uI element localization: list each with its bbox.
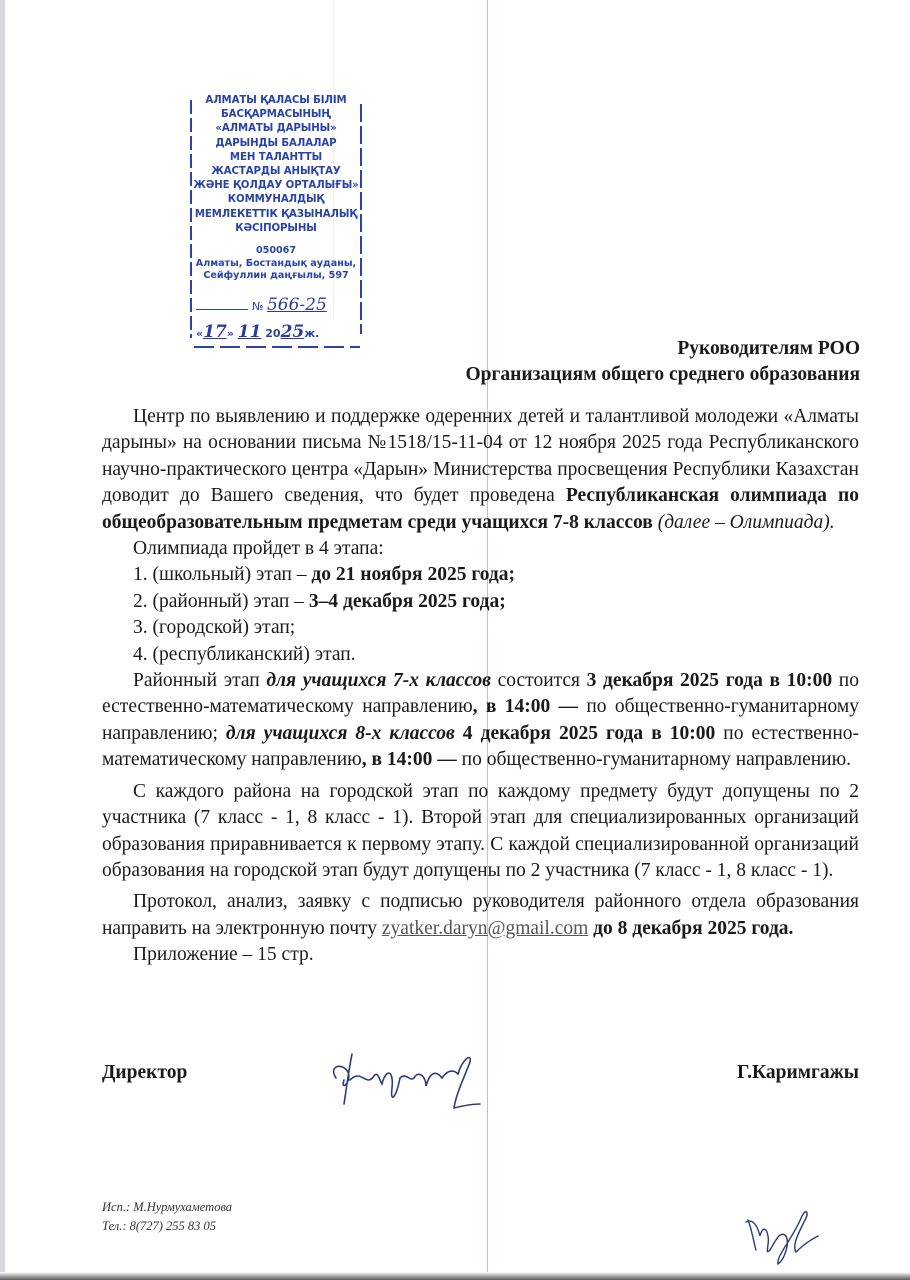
text-run: по общественно-гуманитарному направлению. bbox=[456, 749, 852, 771]
stamp-org-line: АЛМАТЫ ҚАЛАСЫ БІЛІМ bbox=[205, 95, 347, 106]
stamp-date-quote: » bbox=[226, 327, 234, 340]
text-run: для учащихся 8-х классов bbox=[225, 722, 455, 744]
text-run: , в 14:00 — bbox=[361, 749, 457, 771]
handwritten-signature-icon bbox=[322, 1048, 492, 1110]
stamp-org-line: КОММУНАЛДЫҚ bbox=[227, 194, 325, 206]
text-run: по естественно-математическому направлению bbox=[102, 722, 860, 771]
email-link[interactable]: zyatker.daryn@gmail.com bbox=[381, 917, 589, 939]
stamp-org-line: МЕМЛЕКЕТТІК ҚАЗЫНАЛЫҚ bbox=[194, 208, 358, 220]
text-run: по естественно-математическому направлению bbox=[102, 670, 859, 718]
executor-name: Исп.: М.Нурмухаметова bbox=[102, 1200, 233, 1214]
stage-label: 2. (районный) этап – bbox=[133, 590, 309, 612]
stamp-org-line: «АЛМАТЫ ДАРЫНЫ» bbox=[215, 123, 337, 135]
stage-date: до 21 ноября 2025 года; bbox=[311, 564, 516, 586]
stamp-number-value: 566-25 bbox=[266, 295, 327, 315]
stamp-address bbox=[190, 245, 362, 283]
stamp-address-line: Сейфуллин даңғылы, 597 bbox=[203, 270, 349, 282]
olympiad-title: Республиканская олимпиада по общеобразовательным предметам среди учащихся 7-8 классов bbox=[102, 485, 859, 533]
stage-label: 3. (городской) этап; bbox=[133, 617, 296, 639]
stage-item bbox=[102, 589, 859, 615]
text-run: (далее – Олимпиада). bbox=[652, 511, 835, 533]
text-run bbox=[455, 723, 463, 744]
letter-body bbox=[102, 404, 859, 969]
paragraph-schedule bbox=[102, 668, 859, 774]
stamp-blank-line bbox=[196, 309, 248, 310]
stamp-org-line: ЖАСТАРДЫ АНЫҚТАУ bbox=[211, 166, 341, 178]
stage-item bbox=[102, 615, 859, 641]
text-run: по общественно-гуманитарному направлению; bbox=[102, 696, 859, 744]
paragraph-participants: С каждого района на городской этап по каждому предмету будут допущены по 2 участника (7 класс - 1, 8 класс - 1). Второй этап для специализированных организаций образования приравнивается к первому этапу. С каждой специализированной организаций образования на городской этап будут допущены по 2 участника (7 класс - 1, 8 класс - 1). bbox=[102, 780, 859, 881]
text-run: состоится bbox=[491, 670, 587, 692]
stamp-date-day: 17 bbox=[203, 322, 227, 342]
stamp-number-label: № bbox=[252, 300, 264, 313]
text-run: Центр по выявлению и поддержке одеренних детей и талантливой молодежи «Алматы дарыны» на основании письма №1518/15-11-04 от 12 ноября 2025 года Республиканского научно-практического центра «Дарын» Министерства просвещения Республики Казахстан доводит до Вашего сведения, что будет проведена bbox=[102, 406, 859, 507]
addressee-block bbox=[466, 336, 861, 388]
stamp-border-left bbox=[190, 100, 192, 338]
page-left-edge bbox=[0, 0, 5, 1280]
executor-phone: Тел.: 8(727) 255 83 05 bbox=[102, 1219, 217, 1233]
attachment-note: Приложение – 15 стр. bbox=[133, 944, 314, 966]
stages-intro: Олимпиада пройдет в 4 этапа: bbox=[133, 538, 384, 560]
stamp-date-suffix: ж. bbox=[304, 327, 320, 340]
signer-name: Г.Каримгажы bbox=[736, 1062, 859, 1083]
text-run: 3 декабря 2025 года в 10:00 bbox=[586, 670, 833, 692]
stamp-org-line: МЕН ТАЛАНТТЫ bbox=[229, 151, 323, 163]
page-bottom-edge bbox=[0, 1272, 910, 1280]
stamp-date bbox=[196, 322, 366, 342]
stamp-registration-number bbox=[196, 295, 362, 315]
stamp-date-year-prefix: 20 bbox=[265, 327, 281, 340]
deadline-text: до 8 декабря 2025 года. bbox=[588, 917, 794, 939]
initials-signature-icon bbox=[740, 1200, 830, 1270]
registration-stamp bbox=[190, 90, 362, 350]
stamp-org-line: ЖӘНЕ ҚОЛДАУ ОРТАЛЫҒЫ» bbox=[193, 180, 359, 192]
stamp-address-line: Алматы, Бостандық ауданы, bbox=[195, 257, 357, 269]
text-run: для учащихся 7-х классов bbox=[266, 670, 491, 692]
stamp-org-line: КӘСІПОРЫНЫ bbox=[235, 222, 317, 234]
stamp-org-line: ДАРЫНДЫ БАЛАЛАР bbox=[215, 137, 337, 149]
paragraph-submission bbox=[102, 889, 859, 942]
signature-block bbox=[102, 1062, 859, 1122]
stage-date: 3–4 декабря 2025 года; bbox=[308, 590, 506, 612]
text-run: , в 14:00 — bbox=[472, 696, 579, 718]
stamp-date-quote: « bbox=[196, 327, 204, 340]
stage-label: 1. (школьный) этап – bbox=[133, 564, 312, 586]
stamp-date-month: 11 bbox=[237, 322, 262, 342]
paragraph-intro bbox=[102, 404, 859, 536]
stamp-date-year-suffix: 25 bbox=[280, 322, 305, 342]
text-run: Районный этап bbox=[133, 670, 267, 692]
stage-item bbox=[102, 562, 859, 588]
addressee-line: Организациям общего среднего образования bbox=[465, 364, 860, 385]
signer-title: Директор bbox=[102, 1062, 188, 1083]
stage-item bbox=[102, 642, 859, 668]
stamp-postcode: 050067 bbox=[255, 245, 297, 257]
stage-label: 4. (республиканский) этап. bbox=[133, 643, 356, 665]
stamp-org-line: БАСҚАРМАСЫНЫҢ bbox=[221, 109, 331, 121]
text-run: 4 декабря 2025 года в 10:00 bbox=[462, 722, 716, 744]
stamp-organization bbox=[190, 90, 362, 236]
stamp-border-bottom bbox=[194, 346, 360, 348]
text-run: Протокол, анализ, заявку с подписью руководителя районного отдела образования направить на электронную почту bbox=[102, 891, 859, 939]
addressee-line: Руководителям РОО bbox=[677, 338, 860, 359]
executor-info bbox=[102, 1198, 232, 1236]
